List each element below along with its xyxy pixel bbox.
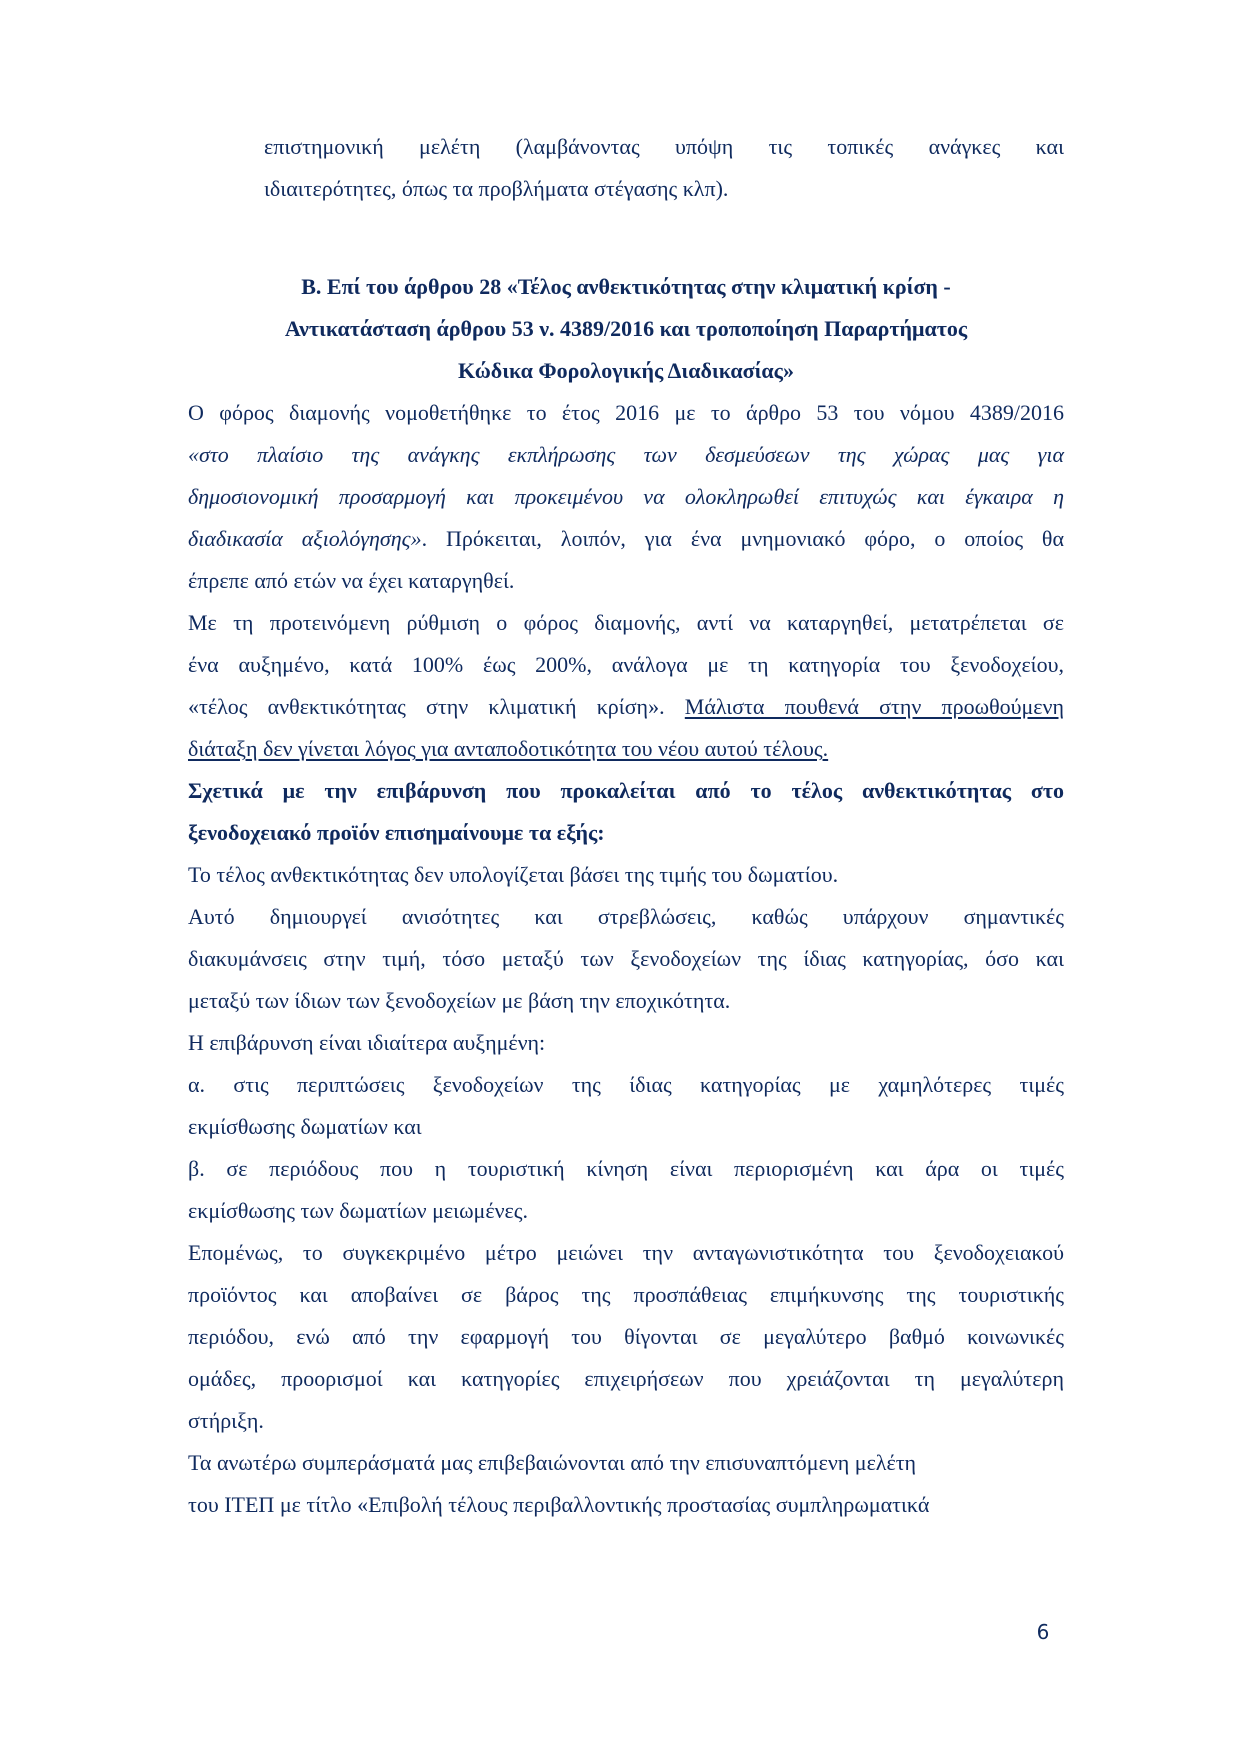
item-a-line-1: α. στις περιπτώσεις ξενοδοχείων της ίδιας κατηγορίας με χαμηλότερες τιμές [188, 1072, 1064, 1097]
para2-line-3 [188, 692, 1064, 722]
para6-line-4: ομάδες, προορισμοί και κατηγορίες επιχειρήσεων που χρειάζονται τη μεγαλύτερη [188, 1366, 1064, 1391]
para7-line-1: Τα ανωτέρω συμπεράσματά μας επιβεβαιώνονται από την επισυναπτόμενη μελέτη [188, 1450, 917, 1475]
para1-line-2: «στο πλαίσιο της ανάγκης εκπλήρωσης των δεσμεύσεων της χώρας μας για [188, 442, 1064, 467]
bold-intro-line-2: ξενοδοχειακό προϊόν επισημαίνουμε τα εξής: [188, 820, 605, 845]
page-number: 6 [1036, 1620, 1050, 1644]
para2-line-4: διάταξη δεν γίνεται λόγος για ανταποδοτικότητα του νέου αυτού τέλους. [188, 736, 829, 761]
para5: Η επιβάρυνση είναι ιδιαίτερα αυξημένη: [188, 1030, 546, 1055]
para1-line-4-rest: . Πρόκειται, λοιπόν, για ένα μνημονιακό φόρο, ο οποίος θα [421, 526, 1064, 551]
intro-line-2: ιδιαιτερότητες, όπως τα προβλήματα στέγασης κλπ). [264, 176, 729, 201]
item-b-line-2: εκμίσθωσης των δωματίων μειωμένες. [188, 1198, 528, 1223]
para1-line-1: Ο φόρος διαμονής νομοθετήθηκε το έτος 2016 με το άρθρο 53 του νόμου 4389/2016 [188, 400, 1064, 425]
para2-line-2: ένα αυξημένο, κατά 100% έως 200%, ανάλογα με τη κατηγορία του ξενοδοχείου, [188, 652, 1064, 677]
para6-line-3: περιόδου, ενώ από την εφαρμογή του θίγονται σε μεγαλύτερο βαθμό κοινωνικές [188, 1324, 1064, 1349]
para2-line-3-plain: «τέλος ανθεκτικότητας στην κλιματική κρίση». [188, 694, 685, 719]
para7-line-2: του ΙΤΕΠ με τίτλο «Επιβολή τέλους περιβαλλοντικής προστασίας συμπληρωματικά [188, 1492, 930, 1517]
para6-line-5: στήριξη. [188, 1408, 264, 1433]
quote-end: διαδικασία αξιολόγησης» [188, 526, 422, 551]
para4-line-2: διακυμάνσεις στην τιμή, τόσο μεταξύ των ξενοδοχείων της ίδιας κατηγορίας, όσο και [188, 946, 1064, 971]
para6-line-2: προϊόντος και αποβαίνει σε βάρος της προσπάθειας επιμήκυνσης της τουριστικής [188, 1282, 1064, 1307]
para4-line-1: Αυτό δημιουργεί ανισότητες και στρεβλώσεις, καθώς υπάρχουν σημαντικές [188, 904, 1064, 929]
item-a-line-2: εκμίσθωσης δωματίων και [188, 1114, 422, 1139]
intro-line-1: επιστημονική μελέτη (λαμβάνοντας υπόψη τις τοπικές ανάγκες και [264, 134, 1064, 159]
para3: Το τέλος ανθεκτικότητας δεν υπολογίζεται βάσει της τιμής του δωματίου. [188, 862, 839, 887]
item-b-line-1: β. σε περιόδους που η τουριστική κίνηση είναι περιορισμένη και άρα οι τιμές [188, 1156, 1064, 1181]
section-heading-line-3: Κώδικα Φορολογικής Διαδικασίας» [458, 358, 794, 383]
para1-line-3: δημοσιονομική προσαρμογή και προκειμένου να ολοκληρωθεί επιτυχώς και έγκαιρα η [188, 484, 1064, 509]
para2-line-1: Με τη προτεινόμενη ρύθμιση ο φόρος διαμονής, αντί να καταργηθεί, μετατρέπεται σε [188, 610, 1064, 635]
para1-line-5: έπρεπε από ετών να έχει καταργηθεί. [188, 568, 515, 593]
section-heading-line-1: Β. Επί του άρθρου 28 «Τέλος ανθεκτικότητας στην κλιματική κρίση - [301, 274, 951, 299]
bold-intro-line-1: Σχετικά με την επιβάρυνση που προκαλείται από το τέλος ανθεκτικότητας στο [188, 778, 1064, 803]
para1-line-4 [188, 524, 1064, 554]
para4-line-3: μεταξύ των ίδιων των ξενοδοχείων με βάση την εποχικότητα. [188, 988, 731, 1013]
para6-line-1: Επομένως, το συγκεκριμένο μέτρο μειώνει την ανταγωνιστικότητα του ξενοδοχειακού [188, 1240, 1064, 1265]
section-heading-line-2: Αντικατάσταση άρθρου 53 ν. 4389/2016 και τροποποίηση Παραρτήματος [284, 316, 968, 341]
underlined-remark: Μάλιστα πουθενά στην προωθούμενη [684, 694, 1064, 719]
